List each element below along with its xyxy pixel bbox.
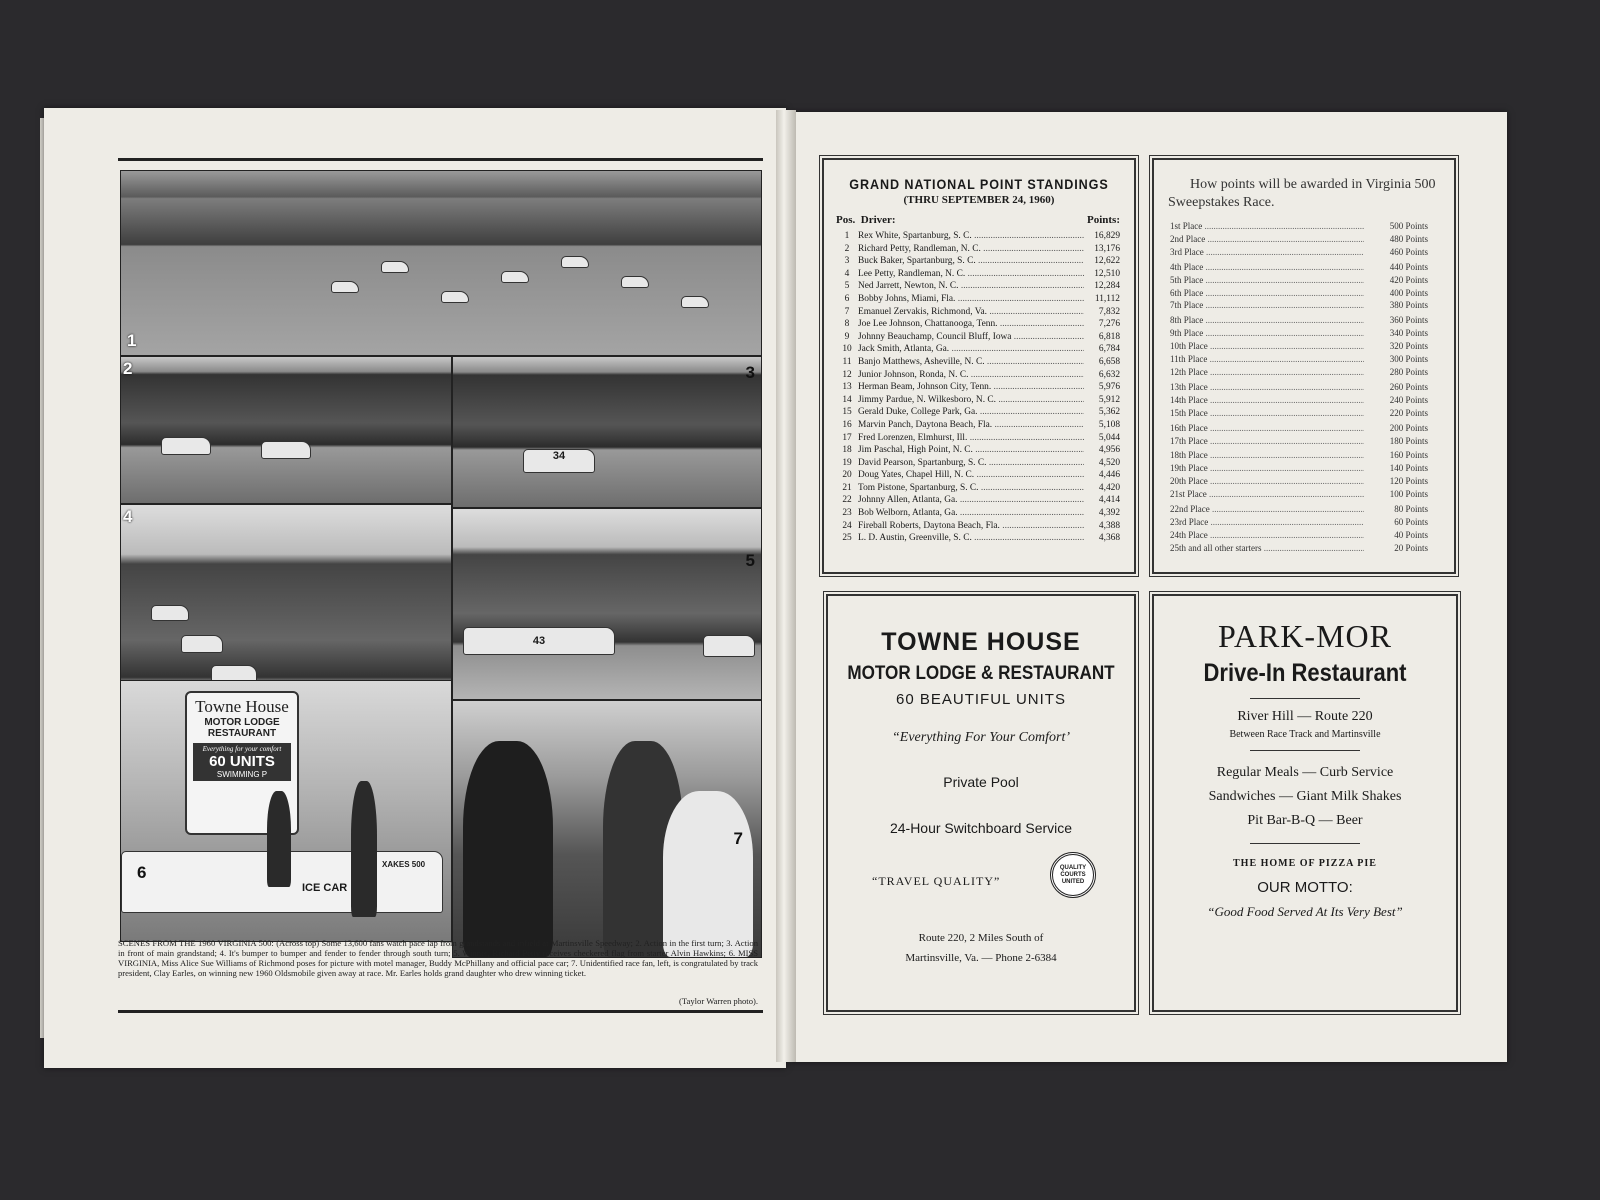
awards-place: 11th Place ..... [1170,353,1364,366]
standings-driver: Herman Beam, Johnson City, Tenn. ..... [858,381,1084,394]
standings-points: 12,622 [1084,255,1120,268]
awards-place: 4th Place ..... [1170,261,1364,274]
parkmor-location: River Hill — Route 220 [1237,709,1373,724]
standings-row [836,268,1120,281]
awards-row [1170,340,1428,353]
awards-place: 15th Place ..... [1170,407,1364,420]
standings-row [836,520,1120,533]
sign-line: Towne House [195,697,289,716]
awards-points: 80 Points [1364,503,1428,516]
towne-address [828,928,1134,968]
point-standings-box [822,158,1136,574]
standings-driver: Emanuel Zervakis, Richmond, Va. ..... [858,306,1084,319]
standings-pos: 20 [842,470,852,481]
standings-row [836,293,1120,306]
standings-row [836,394,1120,407]
standings-points: 4,368 [1084,532,1120,545]
awards-place: 1st Place ..... [1170,220,1364,233]
standings-driver: Jim Paschal, High Point, N. C. ..... [858,444,1084,457]
awards-place: 3rd Place ..... [1170,246,1364,259]
standings-row [836,419,1120,432]
standings-driver: Fireball Roberts, Daytona Beach, Fla. ..... [858,520,1084,533]
towne-pool: Private Pool [943,774,1019,790]
awards-place: 12th Place ..... [1170,366,1364,379]
awards-row [1170,435,1428,448]
woman-figure [267,791,291,887]
photo-5-checkered-flag [452,508,762,700]
standings-driver: L. D. Austin, Greenville, S. C. ..... [858,532,1084,545]
awards-place: 14th Place ..... [1170,394,1364,407]
standings-points: 12,510 [1084,268,1120,281]
menu-line: Pit Bar-B-Q — Beer [1247,813,1363,828]
standings-points: 5,912 [1084,394,1120,407]
standings-pos: 10 [842,344,852,355]
photo-credit: (Taylor Warren photo). [679,996,758,1006]
awards-row [1170,407,1428,420]
parkmor-sub: Drive-In Restaurant [1203,659,1407,687]
standings-points: 6,632 [1084,369,1120,382]
car-shape [441,291,469,303]
awards-points: 440 Points [1364,261,1428,274]
awards-points: 300 Points [1364,353,1428,366]
car-shape [381,261,409,273]
car-shape [621,276,649,288]
car-shape [561,256,589,268]
awards-points: 220 Points [1364,407,1428,420]
awards-list [1154,220,1454,555]
towne-switchboard: 24-Hour Switchboard Service [889,820,1073,836]
standings-pos: 18 [842,445,852,456]
standings-pos: 6 [844,293,850,304]
photo-caption: SCENES FROM THE 1960 VIRGINIA 500: (Across top) Some 13,600 fans watch pace lap from grandstands and infield at Martinsville Speedway; 2. Action in the first turn; 3. Action in front of main grandstand; 4. It's bumper to bumper and fender to fender through south turn; 5. Winner, Richard Petty receives checkered flag from starter Alvin Hawkins; 6. MISS VIRGINIA, Miss Alice Sue Williams of Richmond poses for picture with motel manager, Buddy McPhillany and official pace car; 7. Unidentified race fan, left, is congratulated by track president, Clay Earles, on winning new 1960 Oldsmobile given away at race. Mr. Earles holds grand daughter who drew winning ticket. [118,938,758,978]
standings-pos: 22 [842,495,852,506]
standings-driver: Rex White, Spartanburg, S. C. ..... [858,230,1084,243]
standings-pos: 1 [844,231,850,241]
standings-row [836,306,1120,319]
awards-row [1170,299,1428,312]
standings-row [836,369,1120,382]
awards-row [1170,233,1428,246]
awards-row [1170,287,1428,300]
standings-pos: 19 [842,457,852,468]
awards-points: 360 Points [1364,314,1428,327]
man-figure [351,781,377,917]
parkmor-name: PARK-MOR [1218,618,1392,654]
awards-row [1170,274,1428,287]
seal-text: COURTS [1060,871,1086,878]
standings-points: 4,520 [1084,457,1120,470]
awards-points: 260 Points [1364,381,1428,394]
standings-driver: Gerald Duke, College Park, Ga. ..... [858,406,1084,419]
standings-row [836,444,1120,457]
divider [1250,843,1360,844]
standings-row [836,318,1120,331]
photo-number: 2 [123,359,133,378]
awards-row [1170,542,1428,555]
awards-title: How points will be awarded in Virginia 500 Sweepstakes Race. [1168,177,1436,210]
awards-points: 20 Points [1364,542,1428,555]
standings-row [836,482,1120,495]
standings-row [836,243,1120,256]
standings-points: 5,362 [1084,406,1120,419]
awards-place: 17th Place ..... [1170,435,1364,448]
divider [1250,750,1360,751]
awards-points: 500 Points [1364,220,1428,233]
standings-pos: 21 [842,482,852,493]
car-shape [703,635,755,657]
standings-points: 4,446 [1084,469,1120,482]
parkmor-motto-text: “Good Food Served At Its Very Best” [1207,904,1403,919]
standings-pos: 15 [842,407,852,418]
standings-row [836,494,1120,507]
standings-pos: 8 [844,319,850,330]
awards-row [1170,475,1428,488]
standings-pos: 16 [842,419,852,430]
awards-place: 6th Place ..... [1170,287,1364,300]
standings-points: 6,818 [1084,331,1120,344]
awards-row [1170,503,1428,516]
towne-house-ad [826,594,1136,1012]
standings-pos: 12 [842,369,852,380]
car-shape [681,296,709,308]
standings-points: 4,956 [1084,444,1120,457]
standings-points: 5,108 [1084,419,1120,432]
car-shape [261,441,311,459]
standings-points: 6,658 [1084,356,1120,369]
towne-travel-quality: “TRAVEL QUALITY” [872,874,1001,888]
standings-driver: Junior Johnson, Ronda, N. C. ..... [858,369,1084,382]
standings-points: 16,829 [1084,230,1120,243]
standings-pos: 4 [844,268,850,279]
standings-points: 13,176 [1084,243,1120,256]
standings-row [836,280,1120,293]
photo-number: 1 [127,331,137,350]
awards-points: 480 Points [1364,233,1428,246]
standings-row [836,406,1120,419]
park-mor-ad [1152,594,1458,1012]
awards-row [1170,462,1428,475]
awards-row [1170,220,1428,233]
awards-row [1170,314,1428,327]
photo-1-infield-panorama [120,170,762,356]
standings-pos: 9 [844,331,850,342]
standings-pos: 23 [842,508,852,519]
awards-place: 24th Place ..... [1170,529,1364,542]
photo-number: 3 [745,363,755,382]
awards-row [1170,529,1428,542]
parkmor-motto-label: OUR MOTTO: [1257,879,1353,896]
standings-driver: Banjo Matthews, Asheville, N. C. ..... [858,356,1084,369]
standings-points: 4,420 [1084,482,1120,495]
menu-line: Regular Meals — Curb Service [1216,765,1394,780]
towne-units: 60 BEAUTIFUL UNITS [896,691,1066,708]
standings-points: 4,388 [1084,520,1120,533]
parkmor-between: Between Race Track and Martinsville [1229,729,1381,740]
awards-place: 23rd Place ..... [1170,516,1364,529]
quality-courts-seal-icon [1050,852,1096,898]
sign-line: RESTAURANT [207,728,277,739]
awards-place: 8th Place ..... [1170,314,1364,327]
standings-driver: David Pearson, Spartanburg, S. C. ..... [858,457,1084,470]
divider [1250,698,1360,699]
standings-row [836,343,1120,356]
standings-pos: 11 [842,356,852,367]
points-awarded-box [1152,158,1456,574]
awards-row [1170,353,1428,366]
sign-line: Everything for your comfort [202,745,282,753]
sign-panel [193,743,291,781]
standings-row [836,381,1120,394]
bottom-rule [118,1010,763,1013]
standings-pos: 7 [844,306,850,317]
standings-driver: Fred Lorenzen, Elmhurst, Ill. ..... [858,432,1084,445]
awards-row [1170,381,1428,394]
standings-pos: 14 [842,394,852,405]
standings-pos: 24 [842,520,852,531]
standings-row [836,432,1120,445]
standings-points: 7,832 [1084,306,1120,319]
awards-place: 2nd Place ..... [1170,233,1364,246]
photo-6-miss-virginia-pace-car [120,680,452,942]
awards-row [1170,327,1428,340]
granddaughter-figure [663,791,753,957]
awards-points: 460 Points [1364,246,1428,259]
towne-slogan: “Everything For Your Comfort’ [892,730,1070,745]
photo-2-first-turn [120,356,452,504]
awards-points: 40 Points [1364,529,1428,542]
standings-pos: 17 [842,432,852,443]
standings-row [836,507,1120,520]
standings-driver: Richard Petty, Randleman, N. C. ..... [858,243,1084,256]
standings-driver: Bob Welborn, Atlanta, Ga. ..... [858,507,1084,520]
standings-row [836,255,1120,268]
standings-points: 4,414 [1084,494,1120,507]
standings-points: 11,112 [1084,293,1120,306]
awards-place: 5th Place ..... [1170,274,1364,287]
standings-driver: Lee Petty, Randleman, N. C. ..... [858,268,1084,281]
top-rule [118,158,763,161]
awards-points: 280 Points [1364,366,1428,379]
awards-points: 160 Points [1364,449,1428,462]
sign-line: 60 UNITS [209,753,275,770]
standings-pos: 25 [842,533,852,544]
photo-number: 7 [733,829,743,848]
awards-points: 240 Points [1364,394,1428,407]
standings-row [836,457,1120,470]
car-shape [151,605,189,621]
awards-row [1170,449,1428,462]
pace-car-banner: XAKES 500 [382,860,426,869]
car-number: 43 [532,635,546,647]
awards-points: 60 Points [1364,516,1428,529]
standings-list [824,230,1134,545]
photo-number: 5 [745,551,755,570]
awards-points: 400 Points [1364,287,1428,300]
awards-place: 13th Place ..... [1170,381,1364,394]
seal-text: UNITED [1061,878,1085,885]
car-shape [463,627,615,655]
awards-points: 420 Points [1364,274,1428,287]
towne-name: TOWNE HOUSE [881,628,1081,656]
standings-driver: Marvin Panch, Daytona Beach, Fla. ..... [858,419,1084,432]
awards-points: 100 Points [1364,488,1428,501]
awards-row [1170,261,1428,274]
awards-place: 20th Place ..... [1170,475,1364,488]
car-shape [161,437,211,455]
col-pos: Pos. Driver: [836,214,896,226]
sign-line: MOTOR LODGE [204,717,280,728]
photo-number: 4 [123,507,133,526]
standings-title: GRAND NATIONAL POINT STANDINGS [849,176,1109,192]
race-fan-figure [463,741,553,957]
address-line: Martinsville, Va. — Phone 2-6384 [905,952,1057,964]
standings-driver: Jimmy Pardue, N. Wilkesboro, N. C. ..... [858,394,1084,407]
standings-driver: Jack Smith, Atlanta, Ga. ..... [858,343,1084,356]
standings-points: 4,392 [1084,507,1120,520]
standings-driver: Johnny Allen, Atlanta, Ga. ..... [858,494,1084,507]
standings-row [836,356,1120,369]
standings-row [836,532,1120,545]
standings-points: 7,276 [1084,318,1120,331]
standings-points: 5,976 [1084,381,1120,394]
standings-points: 6,784 [1084,343,1120,356]
standings-driver: Ned Jarrett, Newton, N. C. ..... [858,280,1084,293]
awards-place: 21st Place ..... [1170,488,1364,501]
sign-line: SWIMMING P [216,770,268,779]
standings-pos: 5 [844,281,850,292]
awards-row [1170,366,1428,379]
photo-7-winner-handshake [452,700,762,958]
photo-3-main-grandstand [452,356,762,508]
standings-header [836,214,1120,226]
menu-line: Sandwiches — Giant Milk Shakes [1208,789,1402,804]
standings-points: 12,284 [1084,280,1120,293]
car-shape [181,635,223,653]
standings-points: 5,044 [1084,432,1120,445]
awards-row [1170,246,1428,259]
awards-points: 380 Points [1364,299,1428,312]
standings-pos: 3 [844,256,850,267]
awards-row [1170,516,1428,529]
awards-place: 19th Place ..... [1170,462,1364,475]
awards-place: 22nd Place ..... [1170,503,1364,516]
car-shape [331,281,359,293]
awards-place: 18th Place ..... [1170,449,1364,462]
awards-place: 10th Place ..... [1170,340,1364,353]
awards-points: 180 Points [1364,435,1428,448]
seal-text: QUALITY [1059,864,1087,871]
standings-driver: Joe Lee Johnson, Chattanooga, Tenn. ..... [858,318,1084,331]
parkmor-menu [1154,761,1456,833]
awards-points: 340 Points [1364,327,1428,340]
pace-car-label: ICE CAR [302,882,348,894]
photo-number: 6 [137,863,147,882]
awards-place: 16th Place ..... [1170,422,1364,435]
awards-points: 120 Points [1364,475,1428,488]
standings-driver: Doug Yates, Chapel Hill, N. C. ..... [858,469,1084,482]
awards-row [1170,488,1428,501]
standings-driver: Tom Pistone, Spartanburg, S. C. ..... [858,482,1084,495]
awards-place: 25th and all other starters ..... [1170,542,1364,555]
awards-row [1170,422,1428,435]
car-number: 34 [552,450,566,462]
col-points: Points: [1087,214,1120,226]
standings-driver: Buck Baker, Spartanburg, S. C. ..... [858,255,1084,268]
awards-points: 200 Points [1364,422,1428,435]
standings-row [836,331,1120,344]
standings-driver: Johnny Beauchamp, Council Bluff, Iowa ..... [858,331,1084,344]
parkmor-home-of: THE HOME OF PIZZA PIE [1233,858,1377,869]
standings-row [836,230,1120,243]
address-line: Route 220, 2 Miles South of [918,932,1044,944]
awards-points: 140 Points [1364,462,1428,475]
car-shape [523,449,595,473]
spine-gutter [776,110,796,1062]
awards-points: 320 Points [1364,340,1428,353]
standings-driver: Bobby Johns, Miami, Fla. ..... [858,293,1084,306]
standings-subtitle: (THRU SEPTEMBER 24, 1960) [903,194,1055,206]
standings-pos: 2 [844,243,850,254]
towne-sub: MOTOR LODGE & RESTAURANT [847,663,1115,684]
awards-row [1170,394,1428,407]
awards-place: 7th Place ..... [1170,299,1364,312]
standings-pos: 13 [842,382,852,393]
car-shape [501,271,529,283]
standings-row [836,469,1120,482]
awards-place: 9th Place ..... [1170,327,1364,340]
